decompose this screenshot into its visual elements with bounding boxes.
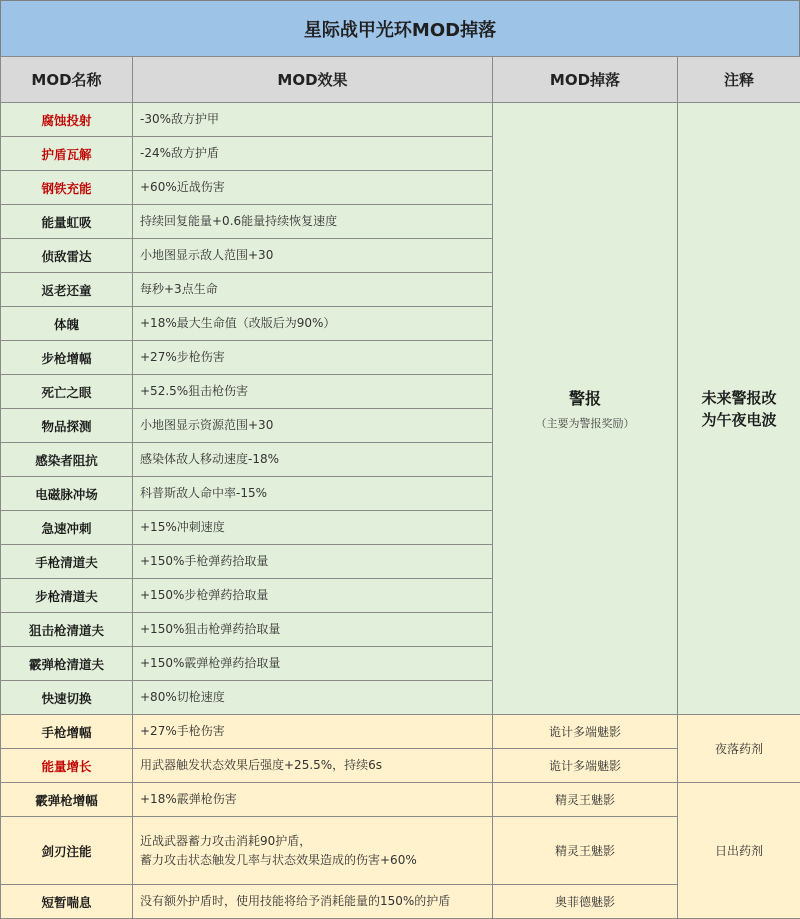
mod-effect: 持续回复能量+0.6能量持续恢复速度	[133, 205, 493, 239]
alarm-note-line2: 为午夜电波	[678, 409, 800, 431]
mod-name: 快速切换	[1, 681, 133, 715]
table-row	[1, 715, 800, 749]
mod-name: 钢铁充能	[1, 171, 133, 205]
mod-effect: +15%冲刺速度	[133, 511, 493, 545]
header-note: 注释	[678, 57, 800, 103]
mod-effect: 小地图显示敌人范围+30	[133, 239, 493, 273]
alarm-drop: 警报	[493, 386, 677, 409]
header-row	[1, 57, 800, 103]
mod-drop: 奥菲德魅影	[493, 885, 678, 919]
mod-effect: +80%切枪速度	[133, 681, 493, 715]
note-sunrise: 日出药剂	[678, 783, 800, 919]
mod-effect-line1: 近战武器蓄力攻击消耗90护盾，	[140, 832, 492, 851]
mod-drop: 精灵王魅影	[493, 783, 678, 817]
mod-effect: +27%步枪伤害	[133, 341, 493, 375]
mod-effect: +150%步枪弹药拾取量	[133, 579, 493, 613]
mod-effect: 用武器触发状态效果后强度+25.5%，持续6s	[133, 749, 493, 783]
mod-table	[0, 56, 800, 919]
mod-effect-multiline	[133, 817, 493, 885]
alarm-note-line1: 未来警报改	[678, 387, 800, 409]
mod-name: 步枪清道夫	[1, 579, 133, 613]
header-mod-name: MOD名称	[1, 57, 133, 103]
mod-drop: 诡计多端魅影	[493, 715, 678, 749]
mod-effect: 没有额外护盾时，使用技能将给予消耗能量的150%的护盾	[133, 885, 493, 919]
alarm-drop-note: （主要为警报奖励）	[493, 415, 677, 431]
mod-effect: +150%狙击枪弹药拾取量	[133, 613, 493, 647]
mod-name: 感染者阻抗	[1, 443, 133, 477]
mod-effect-line2: 蓄力攻击状态触发几率与状态效果造成的伤害+60%	[140, 851, 492, 870]
note-evening: 夜落药剂	[678, 715, 800, 783]
mod-name: 护盾瓦解	[1, 137, 133, 171]
mod-effect: +18%霰弹枪伤害	[133, 783, 493, 817]
alarm-drop-cell	[493, 103, 678, 715]
mod-drop: 诡计多端魅影	[493, 749, 678, 783]
header-mod-effect: MOD效果	[133, 57, 493, 103]
mod-name: 电磁脉冲场	[1, 477, 133, 511]
mod-name: 手枪增幅	[1, 715, 133, 749]
mod-effect: +60%近战伤害	[133, 171, 493, 205]
mod-effect: 小地图显示资源范围+30	[133, 409, 493, 443]
table-row	[1, 783, 800, 817]
header-mod-drop: MOD掉落	[493, 57, 678, 103]
mod-effect: -24%敌方护盾	[133, 137, 493, 171]
mod-name: 返老还童	[1, 273, 133, 307]
mod-name: 能量增长	[1, 749, 133, 783]
mod-name: 步枪增幅	[1, 341, 133, 375]
mod-name: 能量虹吸	[1, 205, 133, 239]
mod-name: 剑刃注能	[1, 817, 133, 885]
mod-name: 手枪清道夫	[1, 545, 133, 579]
mod-name: 物品探测	[1, 409, 133, 443]
mod-effect: +150%手枪弹药拾取量	[133, 545, 493, 579]
mod-name: 狙击枪清道夫	[1, 613, 133, 647]
mod-effect: 每秒+3点生命	[133, 273, 493, 307]
alarm-note-cell	[678, 103, 800, 715]
mod-effect: +52.5%狙击枪伤害	[133, 375, 493, 409]
mod-name: 急速冲刺	[1, 511, 133, 545]
mod-name: 腐蚀投射	[1, 103, 133, 137]
table-row	[1, 103, 800, 137]
sheet-title: 星际战甲光环MOD掉落	[0, 0, 800, 57]
mod-name: 短暂喘息	[1, 885, 133, 919]
mod-effect: +150%霰弹枪弹药拾取量	[133, 647, 493, 681]
mod-effect: -30%敌方护甲	[133, 103, 493, 137]
mod-effect: +18%最大生命值（改版后为90%）	[133, 307, 493, 341]
mod-effect: +27%手枪伤害	[133, 715, 493, 749]
mod-name: 霰弹枪清道夫	[1, 647, 133, 681]
mod-effect: 科普斯敌人命中率-15%	[133, 477, 493, 511]
mod-name: 侦敌雷达	[1, 239, 133, 273]
mod-name: 死亡之眼	[1, 375, 133, 409]
mod-drop: 精灵王魅影	[493, 817, 678, 885]
mod-effect: 感染体敌人移动速度-18%	[133, 443, 493, 477]
mod-name: 体魄	[1, 307, 133, 341]
mod-name: 霰弹枪增幅	[1, 783, 133, 817]
